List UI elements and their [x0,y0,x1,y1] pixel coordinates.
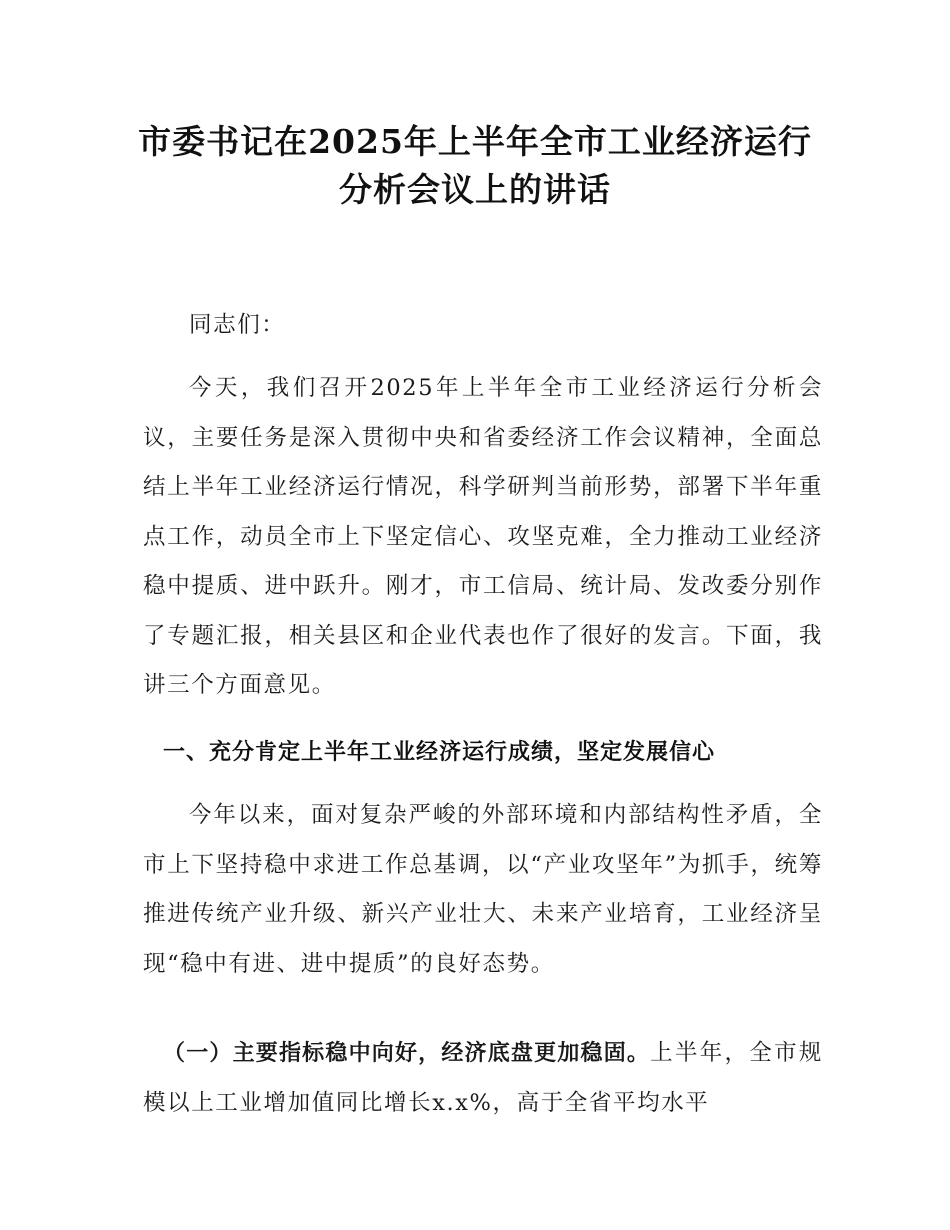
intro-paragraph: 今天，我们召开2025年上半年全市工业经济运行分析会议，主要任务是深入贯彻中央和省委经济工作会议精神，全面总结上半年工业经济运行情况，科学研判当前形势，部署下半年重点工作，动员全市上下坚定信心、攻坚克难，全力推动工业经济稳中提质、进中跃升。刚才，市工信局、统计局、发改委分别作了专题汇报，相关县区和企业代表也作了很好的发言。下面，我讲三个方面意见。 [143,375,823,698]
section-1-paragraph: 今年以来，面对复杂严峻的外部环境和内部结构性矛盾，全市上下坚持稳中求进工作总基调，以“产业攻坚年”为抓手，统筹推进传统产业升级、新兴产业壮大、未来产业培育，工业经济呈现“稳中有进、进中提质”的良好态势。 [143,802,823,977]
subsection-1-paragraph [143,1029,823,1128]
subsection-1-lead: （一）主要指标稳中向好，经济底盘更加稳固。 [163,1041,651,1066]
subsection-1-text: 上半年，全市规模以上工业增加值同比增长x.x%，高于全省平均水平 [143,1040,823,1116]
document-title-line-1: 市委书记在2025年上半年全市工业经济运行 [138,122,812,161]
section-heading-1: 一、充分肯定上半年工业经济运行成绩，坚定发展信心 [163,740,716,765]
document-title-line-2: 分析会议上的讲话 [339,170,611,209]
salutation: 同志们： [189,312,286,338]
